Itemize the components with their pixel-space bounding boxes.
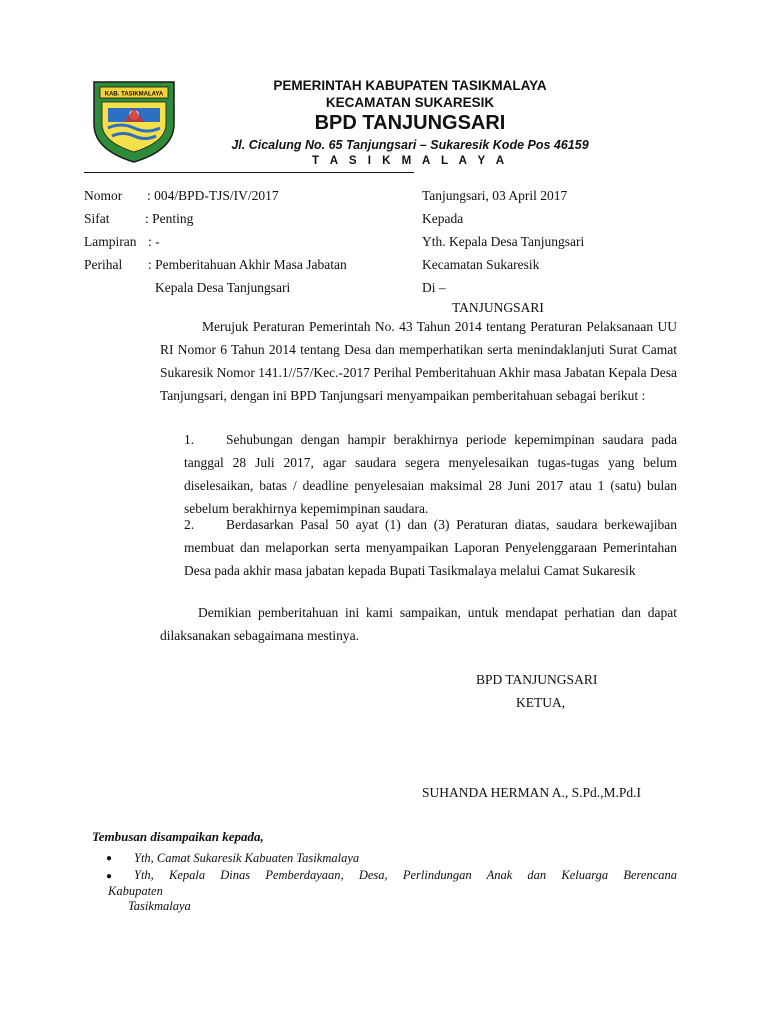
recipient-di: Di – <box>422 280 446 295</box>
letter-date: Tanjungsari, 03 April 2017 <box>422 188 568 203</box>
signature-organization: BPD TANJUNGSARI <box>476 672 598 687</box>
recipient-district: Kecamatan Sukaresik <box>422 257 540 272</box>
nomor-label: Nomor <box>84 188 123 203</box>
logo-text: KAB. TASIKMALAYA <box>104 91 164 98</box>
letterhead-rule <box>84 172 414 173</box>
nomor-value: : 004/BPD-TJS/IV/2017 <box>147 188 279 203</box>
lampiran-value: : - <box>148 234 160 249</box>
item-1-text: Sehubungan dengan hampir berakhirnya periode kepemimpinan saudara pada tanggal 28 Juli 2017, agar saudara segera menyelesaikan tugas-tugas yang belum diselesaikan, batas / deadline penyelesaian maksimal 28 Juni 2017 atau 1 (satu) bulan sebelum berakhirnya kepemimpinan saudara. <box>184 432 677 516</box>
sifat-label: Sifat <box>84 211 110 226</box>
lampiran-label: Lampiran <box>84 234 137 249</box>
signature-name: SUHANDA HERMAN A., S.Pd.,M.Pd.I <box>422 785 642 800</box>
letterhead-district: KECAMATAN SUKARESIK <box>325 95 495 110</box>
perihal-value: : Pemberitahuan Akhir Masa Jabatan <box>148 257 347 272</box>
letterhead-government: PEMERINTAH KABUPATEN TASIKMALAYA <box>273 78 547 93</box>
perihal-label: Perihal <box>84 257 123 272</box>
recipient-place: TANJUNGSARI <box>452 300 544 315</box>
recipient-kepada: Kepada <box>422 211 464 226</box>
body-intro: Merujuk Peraturan Pemerintah No. 43 Tahun 2014 tentang Peraturan Pelaksanaan UU RI Nomor 6 Tahun 2014 tentang Desa dan memperhatikan serta menindaklanjuti Surat Camat Sukaresik Nomor 141.1//57/Kec.-2017 Perihal Pemberitahuan Akhir masa Jabatan Kepala Desa Tanjungsari, dengan ini BPD Tanjungsari menyampaikan pemberitahuan sebagai berikut : <box>160 319 677 403</box>
cc-item-1: Yth, Camat Sukaresik Kabuaten Tasikmalaya <box>134 851 360 865</box>
cc-heading: Tembusan disampaikan kepada, <box>92 829 264 844</box>
letterhead-city: T A S I K M A L A Y A <box>311 155 509 167</box>
recipient-name: Yth. Kepala Desa Tanjungsari <box>422 234 585 249</box>
letterhead-organization: BPD TANJUNGSARI <box>314 112 506 134</box>
cc-item-2-line2: Kabupaten <box>108 884 163 898</box>
perihal-value-line2: Kepala Desa Tanjungsari <box>155 280 291 295</box>
bullet-icon: ● <box>106 871 113 882</box>
cc-item-2: Yth, Kepala Dinas Pemberdayaan, Desa, Perlindungan Anak dan Keluarga Berencana <box>134 868 677 882</box>
sifat-value: : Penting <box>145 211 194 226</box>
item-2-number: 2. <box>184 517 195 532</box>
item-1-number: 1. <box>184 432 195 447</box>
cc-item-2-line3: Tasikmalaya <box>128 899 191 913</box>
body-item-2 <box>184 513 677 582</box>
letterhead-address: Jl. Cicalung No. 65 Tanjungsari – Sukaresik Kode Pos 46159 <box>231 138 589 152</box>
body-closing: Demikian pemberitahuan ini kami sampaikan, untuk mendapat perhatian dan dapat dilaksanakan sebagaimana mestinya. <box>160 605 677 643</box>
regency-logo <box>88 78 180 164</box>
item-2-text: Berdasarkan Pasal 50 ayat (1) dan (3) Peraturan diatas, saudara berkewajiban membuat dan melaporkan serta menyampaikan Laporan Penyelenggaraan Pemerintahan Desa pada akhir masa jabatan kepada Bupati Tasikmalaya melalui Camat Sukaresik <box>184 517 677 578</box>
bullet-icon: ● <box>106 853 113 864</box>
signature-title: KETUA, <box>516 695 566 710</box>
body-item-1 <box>184 428 677 520</box>
